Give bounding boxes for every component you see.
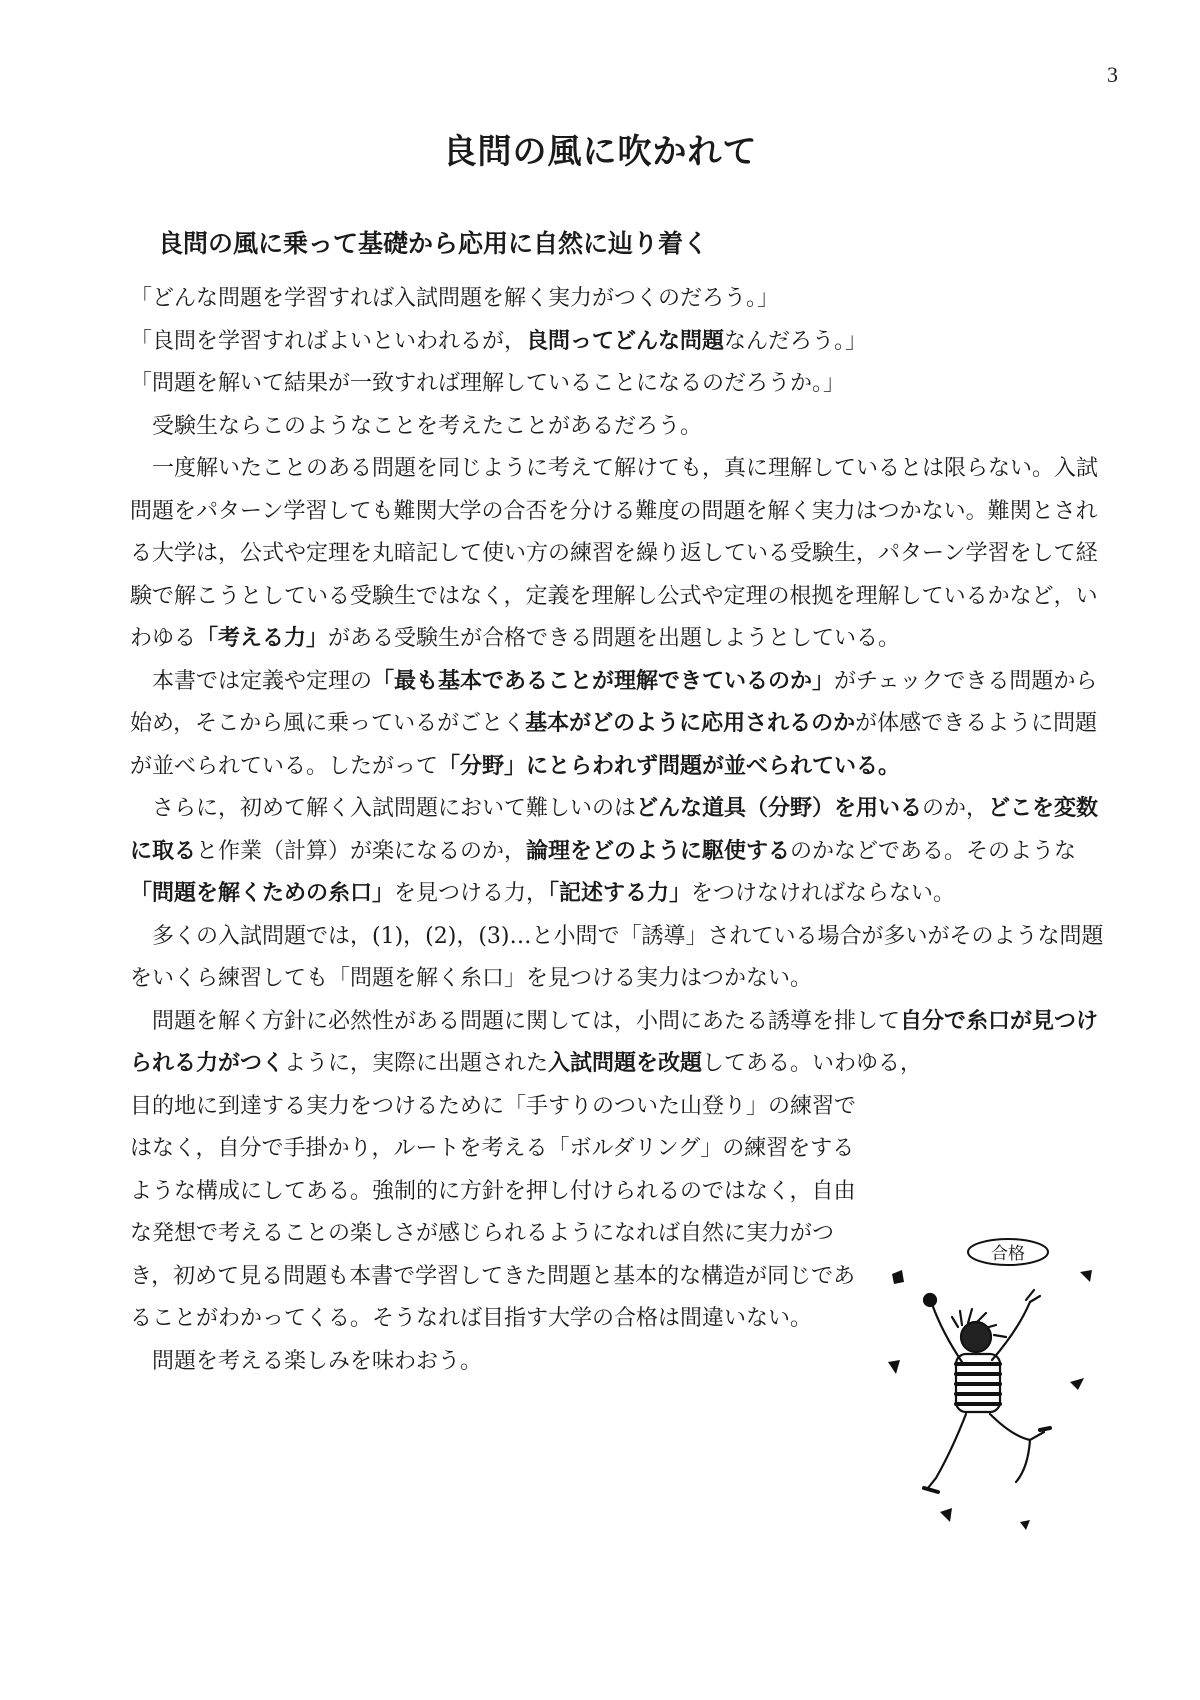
paragraph-3 [130,661,1112,789]
question-1: 「どんな問題を学習すれば入試問題を解く実力がつくのだろう。」 [130,286,780,311]
bold-run: 「最も基本であることが理解できているのか」 [372,668,835,694]
bold-run: どんな道具（分野）を用いる [636,796,923,821]
question-2 [130,321,1112,364]
text-run: してある。いわゆる， [702,1051,923,1076]
bold-run: 「考える力」 [196,626,329,651]
text-run: 本書では定義や定理の [152,668,373,694]
text-run: 問題を解く方針に必然性がある問題に関しては，小問にあたる誘導を排して [152,1008,901,1034]
body-text [130,278,1112,1383]
paragraph-7: 問題を考える楽しみを味わおう。 [152,1348,483,1374]
climber-figure-icon [924,1290,1050,1492]
climber-illustration [880,1232,1120,1532]
rock-icon [1080,1270,1092,1282]
page-number: 3 [1107,62,1118,87]
text-run: のかなどである。そのような [790,838,1077,864]
pass-sign-text: 合格 [991,1244,1025,1264]
text-run: が体感できるように問題が並べられている。したがって [130,711,1098,779]
bold-run: 自分で糸口が見つけられる力がつく [130,1008,1099,1076]
bold-run: 入試問題を改題 [548,1051,703,1076]
rock-icon [1070,1378,1084,1390]
text-run: と作業（計算）が楽になるのか， [196,838,527,864]
paragraph-5: 多くの入試問題では，(1)，(2)，(3)…と小問で「誘導」されている場合が多いがそのような問題をいくら練習しても「問題を解く糸口」を見つける実力はつかない。 [130,923,1104,991]
text-run: さらに，初めて解く入試問題において難しいのは [152,796,637,821]
section-heading: 良問の風に乗って基礎から応用に自然に辿り着く [158,229,709,258]
bold-run: 「問題を解くための糸口」 [130,881,395,906]
paragraph-2 [130,448,1112,661]
question-3: 「問題を解いて結果が一致すれば理解していることになるのだろうか。」 [130,371,846,396]
paragraph-6 [130,1001,1112,1086]
bold-run: 「分野」にとらわれず問題が並べられている。 [438,753,901,779]
paragraph-1: 受験生ならこのようなことを考えたことがあるだろう。 [152,413,703,439]
text-run: 「良問を学習すればよいといわれるが， [130,328,527,354]
text-run: がチェックできる問題から始め，そこから風に乗っているがごとく [130,668,1098,736]
bold-run: どこを変数に取る [130,796,1099,864]
text-run: なんだろう。」 [724,328,868,354]
text-run: がある受験生が合格できる問題を出題しようとしている。 [328,626,901,651]
text-run: をつけなければならない。 [691,881,956,906]
rock-icon [892,1270,904,1284]
bold-run: 基本がどのように応用されるのか [525,711,856,736]
text-run: のか， [922,796,989,821]
bold-run: 良問ってどんな問題 [526,328,725,354]
climber-drawing [880,1232,1120,1532]
bold-run: 「記述する力」 [548,881,692,906]
paragraph-4 [130,788,1112,916]
text-run: を見つける力， [394,881,549,906]
rock-icon [888,1360,900,1374]
text-run: 一度解いたことのある問題を同じように考えて解けても，真に理解しているとは限らない。入試問題をパターン学習しても難関大学の合否を分ける難度の問題を解く実力はつかない。難関とされる大学は，公式や定理を丸暗記して使い方の練習を繰り返している受験生，パターン学習をして経験で解こうとしている受験生ではなく，定義を理解し公式や定理の根拠を理解しているかなど，いわゆる [130,456,1099,651]
rock-icon [940,1508,952,1522]
text-run: ように，実際に出題された [284,1051,549,1076]
pass-sign-icon [968,1239,1048,1265]
paragraph-6-continued: 目的地に到達する実力をつけるために「手すりのついた山登り」の練習ではなく，自分で手掛かり，ルートを考える「ボルダリング」の練習をするような構成にしてある。強制的に方針を押し付けられるのではなく，自由な発想で考えることの楽しさが感じられるようになれば自然に実力がつき，初めて見る問題も本書で学習してきた問題と基本的な構造が同じであることがわかってくる。そうなれば目指す大学の合格は間違いない。 [130,1093,857,1331]
bold-run: 論理をどのように駆使する [526,838,791,864]
page-title: 良問の風に吹かれて [442,132,758,172]
rock-icon [1020,1520,1030,1530]
